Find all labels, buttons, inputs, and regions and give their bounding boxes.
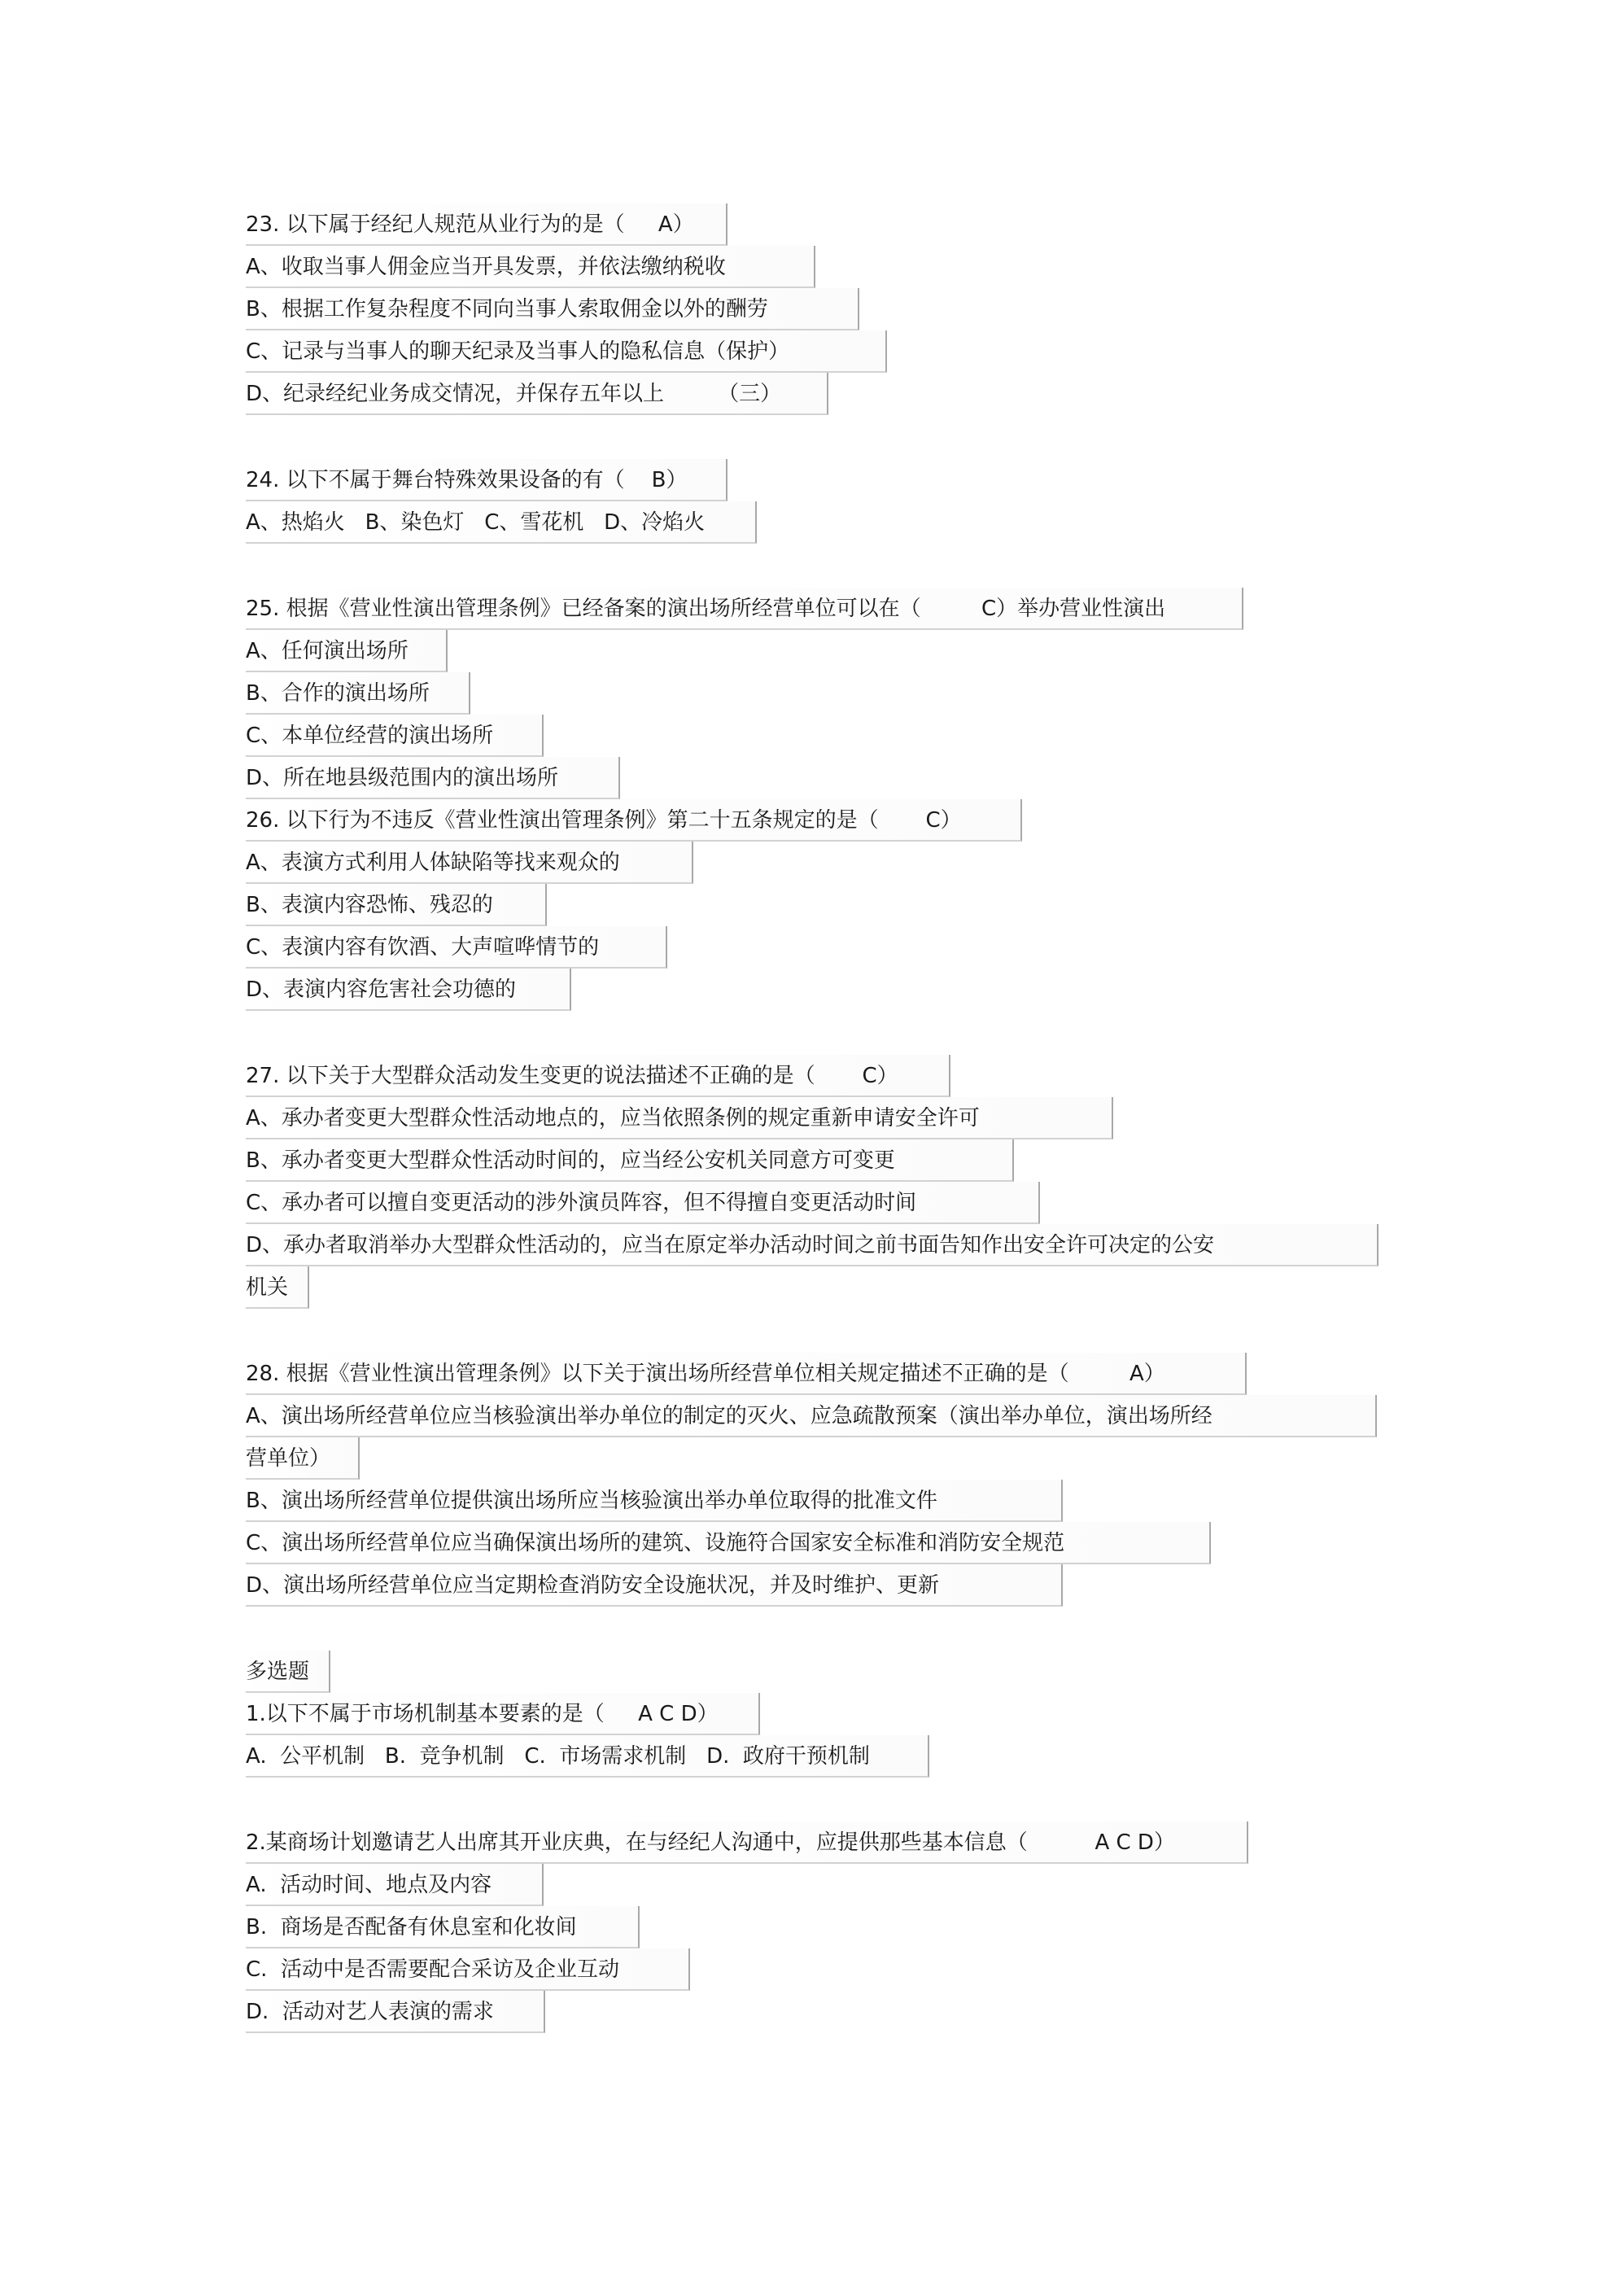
question-26-option-a: A、表演方式利用人体缺陷等找来观众的 [246, 842, 693, 884]
question-24-options: A、热焰火 B、染色灯 C、雪花机 D、冷焰火 [246, 501, 757, 544]
question-28-option-c: C、演出场所经营单位应当确保演出场所的建筑、设施符合国家安全标准和消防安全规范 [246, 1522, 1211, 1564]
question-25-option-c: C、本单位经营的演出场所 [246, 715, 544, 757]
multi-question-2-option-c: C. 活动中是否需要配合采访及企业互动 [246, 1948, 690, 1991]
multi-question-2-option-d: D. 活动对艺人表演的需求 [246, 1991, 545, 2033]
question-23-option-a: A、收取当事人佣金应当开具发票，并依法缴纳税收 [246, 246, 815, 288]
question-27-option-d-cont: 机关 [246, 1266, 309, 1309]
multi-question-2-option-b: B. 商场是否配备有休息室和化妆间 [246, 1906, 640, 1948]
question-26: 26. 以下行为不违反《营业性演出管理条例》第二十五条规定的是（ C） [246, 799, 1022, 842]
question-23-option-c: C、记录与当事人的聊天纪录及当事人的隐私信息（保护） [246, 330, 887, 373]
question-27-option-d: D、承办者取消举办大型群众性活动的，应当在原定举办活动时间之前书面告知作出安全许可决定的公安 [246, 1224, 1379, 1266]
question-23: 23. 以下属于经纪人规范从业行为的是（ A） [246, 203, 727, 246]
question-27-option-c: C、承办者可以擅自变更活动的涉外演员阵容，但不得擅自变更活动时间 [246, 1182, 1040, 1224]
question-26-option-b: B、表演内容恐怖、残忍的 [246, 884, 547, 926]
multi-question-1: 1.以下不属于市场机制基本要素的是（ A C D） [246, 1693, 760, 1735]
question-28-option-b: B、演出场所经营单位提供演出场所应当核验演出举办单位取得的批准文件 [246, 1480, 1063, 1522]
section-heading-multiple-choice: 多选题 [246, 1651, 330, 1693]
question-28-option-a-cont: 营单位） [246, 1437, 360, 1480]
question-26-option-c: C、表演内容有饮酒、大声喧哗情节的 [246, 926, 667, 969]
question-28-option-a: A、演出场所经营单位应当核验演出举办单位的制定的灭火、应急疏散预案（演出举办单位，演出场所经 [246, 1395, 1377, 1437]
question-23-option-d: D、纪录经纪业务成交情况，并保存五年以上 （三） [246, 373, 828, 415]
question-27-option-a: A、承办者变更大型群众性活动地点的，应当依照条例的规定重新申请安全许可 [246, 1097, 1113, 1139]
question-27: 27. 以下关于大型群众活动发生变更的说法描述不正确的是（ C） [246, 1055, 950, 1097]
multi-question-2-option-a: A. 活动时间、地点及内容 [246, 1864, 544, 1906]
question-28-option-d: D、演出场所经营单位应当定期检查消防安全设施状况，并及时维护、更新 [246, 1564, 1063, 1607]
question-26-option-d: D、表演内容危害社会功德的 [246, 969, 571, 1011]
question-25-option-d: D、所在地县级范围内的演出场所 [246, 757, 620, 799]
question-25-option-a: A、任何演出场所 [246, 630, 448, 672]
question-24: 24. 以下不属于舞台特殊效果设备的有（ B） [246, 459, 727, 501]
question-25: 25. 根据《营业性演出管理条例》已经备案的演出场所经营单位可以在（ C）举办营业性演出 [246, 588, 1243, 630]
multi-question-2: 2.某商场计划邀请艺人出席其开业庆典，在与经纪人沟通中，应提供那些基本信息（ A C D） [246, 1821, 1248, 1864]
question-23-option-b: B、根据工作复杂程度不同向当事人索取佣金以外的酬劳 [246, 288, 859, 330]
question-28: 28. 根据《营业性演出管理条例》以下关于演出场所经营单位相关规定描述不正确的是（ A） [246, 1353, 1247, 1395]
question-25-option-b: B、合作的演出场所 [246, 672, 470, 715]
question-27-option-b: B、承办者变更大型群众性活动时间的，应当经公安机关同意方可变更 [246, 1139, 1014, 1182]
multi-question-1-options: A. 公平机制 B. 竞争机制 C. 市场需求机制 D. 政府干预机制 [246, 1735, 929, 1778]
